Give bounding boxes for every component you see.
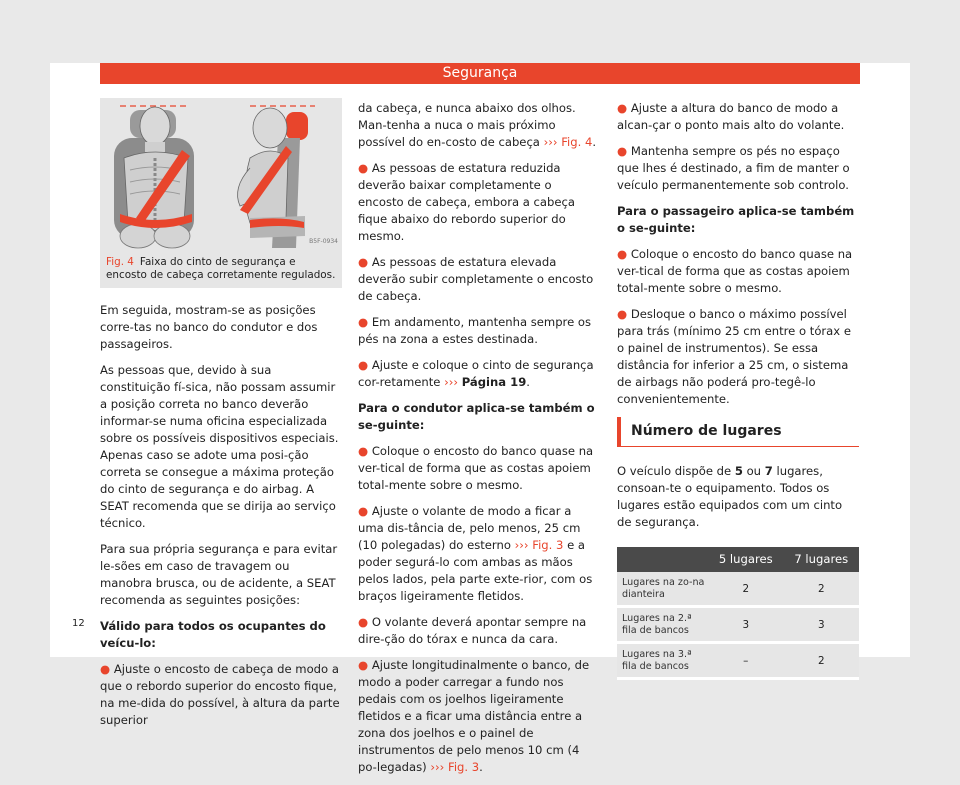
figure-label: Fig. 4 bbox=[106, 256, 134, 268]
bullet-icon: ● bbox=[358, 255, 372, 269]
bullet-icon: ● bbox=[100, 662, 114, 676]
bullet-item bbox=[358, 443, 600, 494]
bullet-item bbox=[617, 143, 859, 194]
bullet-text: Ajuste o encosto de cabeça de modo a que o rebordo superior do encosto fique, na me-dida do possível, à altura da parte superior bbox=[100, 662, 340, 727]
bullet-text: Desloque o banco o máximo possível para trás (mínimo 25 cm entre o tórax e o painel de instrumentos). Se essa distância for inferior a 25 cm, o sistema de airbags não poderá pro-tegê-lo convenientemente. bbox=[617, 307, 851, 406]
paragraph bbox=[358, 100, 600, 151]
seatbelt-illustration bbox=[100, 98, 342, 253]
bullet-item bbox=[100, 661, 342, 729]
seat-count: 5 bbox=[734, 464, 743, 478]
table-cell: 3 bbox=[784, 607, 860, 643]
seats-table bbox=[617, 547, 859, 680]
subheading: Para o passageiro aplica-se também o se-guinte: bbox=[617, 204, 855, 235]
arrow-icon: ››› bbox=[514, 538, 529, 552]
table-cell-label: Lugares na 2.ª fila de bancos bbox=[617, 607, 708, 643]
figure-link[interactable]: Fig. 4 bbox=[561, 135, 593, 149]
table-cell-label: Lugares na 3.ª fila de bancos bbox=[617, 643, 708, 679]
page-link[interactable]: Página 19 bbox=[461, 375, 527, 389]
table-cell: 2 bbox=[708, 572, 784, 607]
text: e a poder segurá-lo com ambas as mãos pelos lados, pela parte exte-rior, com os braços ligeiramente fletidos. bbox=[358, 538, 593, 603]
bullet-text: As pessoas de estatura reduzida deverão baixar completamente o encosto de cabeça, embora a cabeça fique abaixo do rebordo superior do mesmo. bbox=[358, 161, 575, 243]
bullet-icon: ● bbox=[358, 358, 372, 372]
bullet-item bbox=[617, 100, 859, 134]
figure-caption-text: Faixa do cinto de segurança e encosto de cabeça corretamente regulados. bbox=[106, 256, 336, 281]
bullet-item bbox=[617, 246, 859, 297]
table-row bbox=[617, 607, 859, 643]
bullet-item bbox=[358, 357, 600, 391]
bullet-text: Coloque o encosto do banco quase na ver-tical de forma que as costas apoiem total-mente sobre o mesmo. bbox=[358, 444, 594, 492]
text: . bbox=[479, 760, 483, 774]
bullet-text: Ajuste e coloque o cinto de segurança cor-retamente bbox=[358, 358, 594, 389]
bullet-icon: ● bbox=[617, 101, 631, 115]
text: O veículo dispõe de bbox=[617, 464, 732, 478]
paragraph bbox=[617, 463, 859, 531]
table-cell: – bbox=[708, 643, 784, 679]
bullet-icon: ● bbox=[358, 658, 372, 672]
bullet-icon: ● bbox=[358, 615, 372, 629]
column-3 bbox=[617, 100, 859, 680]
bullet-icon: ● bbox=[617, 307, 631, 321]
figure-caption bbox=[100, 253, 342, 288]
column-1 bbox=[100, 98, 342, 738]
figure-code: B5F-0934 bbox=[309, 238, 338, 245]
table-row bbox=[617, 643, 859, 679]
bullet-icon: ● bbox=[358, 161, 372, 175]
bullet-text: Em andamento, mantenha sempre os pés na zona a estes destinada. bbox=[358, 315, 592, 346]
bullet-icon: ● bbox=[617, 144, 631, 158]
paragraph: Para sua própria segurança e para evitar le-sões em caso de travagem ou manobra brusca, ou de acidente, a SEAT recomenda as seguintes posições: bbox=[100, 542, 338, 607]
text: ou bbox=[746, 464, 762, 478]
table-header: 7 lugares bbox=[784, 547, 860, 572]
section-heading: Número de lugares bbox=[617, 417, 859, 447]
text: lugares, consoan-te o equipamento. Todos os lugares estão equipados com um cinto de segurança. bbox=[617, 464, 843, 529]
bullet-text: O volante deverá apontar sempre na dire-ção do tórax e nunca da cara. bbox=[358, 615, 587, 646]
bullet-item bbox=[358, 254, 600, 305]
bullet-icon: ● bbox=[358, 444, 372, 458]
bullet-icon: ● bbox=[617, 247, 631, 261]
bullet-item bbox=[358, 614, 600, 648]
bullet-text: Ajuste o volante de modo a ficar a uma dis-tância de, pelo menos, 25 cm (10 polegadas) do esterno bbox=[358, 504, 581, 552]
figure-seatbelt-headrest bbox=[100, 98, 342, 253]
arrow-icon: ››› bbox=[543, 135, 558, 149]
subheading: Para o condutor aplica-se também o se-guinte: bbox=[358, 401, 595, 432]
figure-link[interactable]: Fig. 3 bbox=[448, 760, 480, 774]
table-header: 5 lugares bbox=[708, 547, 784, 572]
table-cell-label: Lugares na zo-na dianteira bbox=[617, 572, 708, 607]
bullet-item bbox=[358, 160, 600, 245]
page-number: 12 bbox=[72, 618, 85, 629]
text: . bbox=[592, 135, 597, 149]
arrow-icon: ››› bbox=[444, 375, 459, 389]
table-cell: 2 bbox=[784, 572, 860, 607]
bullet-text: Coloque o encosto do banco quase na ver-tical de forma que as costas apoiem total-mente sobre o mesmo. bbox=[617, 247, 853, 295]
table-cell: 3 bbox=[708, 607, 784, 643]
bullet-text: Ajuste a altura do banco de modo a alcan-çar o ponto mais alto do volante. bbox=[617, 101, 845, 132]
figure-link[interactable]: Fig. 3 bbox=[532, 538, 564, 552]
bullet-icon: ● bbox=[358, 504, 372, 518]
seat-count: 7 bbox=[764, 464, 773, 478]
subheading: Válido para todos os ocupantes do veícu-lo: bbox=[100, 619, 326, 650]
bullet-item bbox=[617, 306, 859, 408]
text: . bbox=[526, 375, 530, 389]
arrow-icon: ››› bbox=[430, 760, 445, 774]
bullet-icon: ● bbox=[358, 315, 372, 329]
table-row bbox=[617, 572, 859, 607]
table-header bbox=[617, 547, 708, 572]
bullet-item bbox=[358, 314, 600, 348]
bullet-item bbox=[358, 503, 600, 605]
paragraph: Em seguida, mostram-se as posições corre-tas no banco do condutor e dos passageiros. bbox=[100, 303, 318, 351]
table-cell: 2 bbox=[784, 643, 860, 679]
table-header-row bbox=[617, 547, 859, 572]
bullet-text: As pessoas de estatura elevada deverão subir completamente o encosto de cabeça. bbox=[358, 255, 594, 303]
section-title-bar: Segurança bbox=[100, 63, 860, 84]
text: da cabeça, e nunca abaixo dos olhos. Man-tenha a nuca o mais próximo possível do en-costo de cabeça bbox=[358, 101, 576, 149]
paragraph: As pessoas que, devido à sua constituição fí-sica, não possam assumir a posição correta no banco deverão informar-se numa oficina especializada sobre os possíveis dispositivos especiais. Apenas caso se adote uma posi-ção correta se consegue a máxima proteção do cinto de segurança e do airbag. A SEAT recomenda que se dirija ao serviço técnico. bbox=[100, 363, 339, 530]
bullet-item bbox=[358, 657, 600, 776]
top-margin bbox=[50, 50, 910, 63]
bullet-text: Mantenha sempre os pés no espaço que lhes é destinado, a fim de manter o veículo permanentemente sob controlo. bbox=[617, 144, 850, 192]
column-2 bbox=[358, 100, 600, 785]
bullet-text: Ajuste longitudinalmente o banco, de modo a poder carregar a fundo nos pedais com os joelhos ligeiramente fletidos e a ficar uma distância entre a zona dos joelhos e o painel de instrumentos de pelo menos 10 cm (4 po-legadas) bbox=[358, 658, 590, 774]
